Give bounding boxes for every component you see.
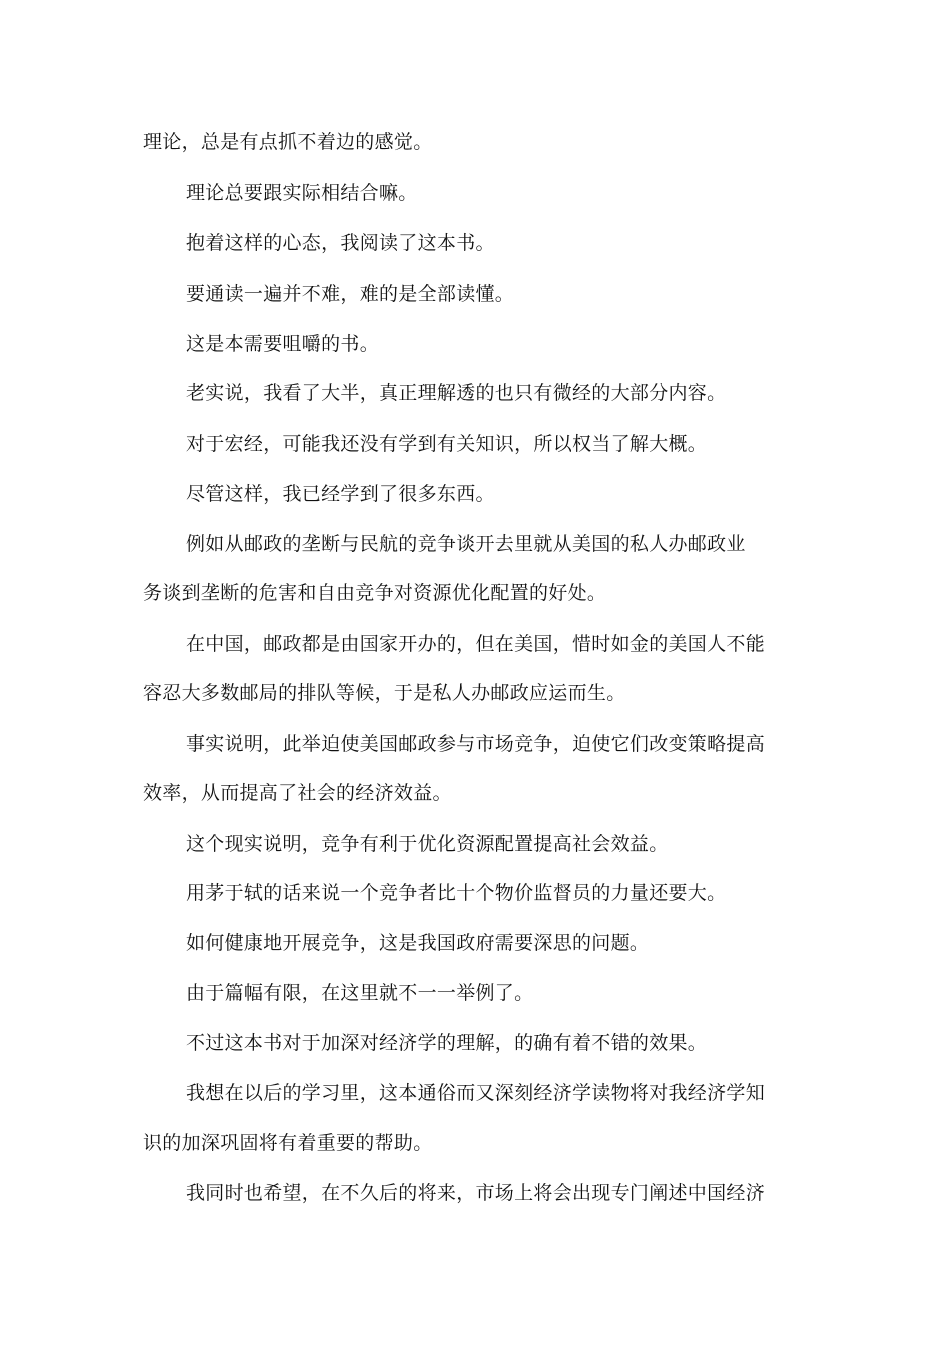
text-line: 抱着这样的心态，我阅读了这本书。: [186, 232, 495, 254]
text-line: 这是本需要咀嚼的书。: [186, 333, 380, 355]
text-line: 这个现实说明，竞争有利于优化资源配置提高社会效益。: [186, 833, 669, 855]
text-line: 事实说明，此举迫使美国邮政参与市场竞争，迫使它们改变策略提高: [186, 733, 766, 755]
text-line: 如何健康地开展竞争，这是我国政府需要深思的问题。: [186, 932, 650, 954]
text-line: 老实说，我看了大半，真正理解透的也只有微经的大部分内容。: [186, 382, 727, 404]
text-line: 务谈到垄断的危害和自由竞争对资源优化配置的好处。: [143, 582, 607, 604]
text-line: 对于宏经，可能我还没有学到有关知识，所以权当了解大概。: [186, 433, 708, 455]
text-line: 我想在以后的学习里，这本通俗而又深刻经济学读物将对我经济学知: [186, 1082, 766, 1104]
text-line: 不过这本书对于加深对经济学的理解，的确有着不错的效果。: [186, 1032, 708, 1054]
text-line: 理论总要跟实际相结合嘛。: [186, 182, 418, 204]
text-line: 由于篇幅有限，在这里就不一一举例了。: [186, 982, 534, 1004]
text-line: 尽管这样，我已经学到了很多东西。: [186, 483, 495, 505]
text-line: 要通读一遍并不难，难的是全部读懂。: [186, 283, 515, 305]
text-line: 识的加深巩固将有着重要的帮助。: [143, 1132, 433, 1154]
text-line: 我同时也希望，在不久后的将来，市场上将会出现专门阐述中国经济: [186, 1182, 766, 1204]
text-line: 用茅于轼的话来说一个竞争者比十个物价监督员的力量还要大。: [186, 882, 727, 904]
text-line: 理论，总是有点抓不着边的感觉。: [143, 131, 433, 153]
text-line: 例如从邮政的垄断与民航的竞争谈开去里就从美国的私人办邮政业: [186, 533, 746, 555]
text-line: 在中国，邮政都是由国家开办的，但在美国，惜时如金的美国人不能: [186, 633, 766, 655]
text-line: 容忍大多数邮局的排队等候，于是私人办邮政应运而生。: [143, 682, 626, 704]
text-line: 效率，从而提高了社会的经济效益。: [143, 782, 452, 804]
